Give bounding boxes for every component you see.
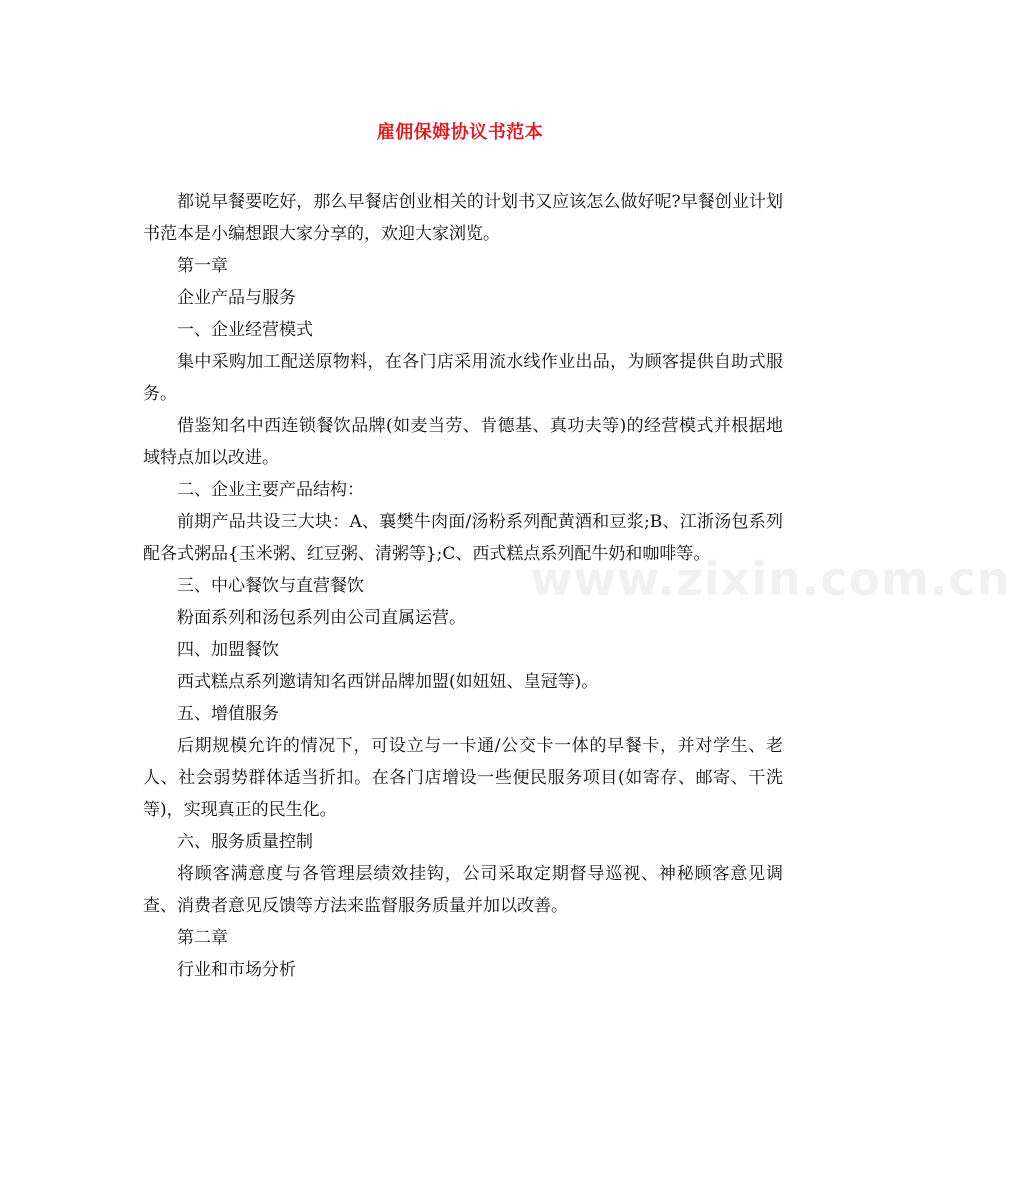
- document-title: 雇佣保姆协议书范本: [376, 122, 544, 143]
- paragraph: 粉面系列和汤包系列由公司直属运营。: [177, 608, 466, 628]
- section-heading: 行业和市场分析: [177, 960, 296, 980]
- subsection-heading: 三、中心餐饮与直营餐饮: [177, 576, 364, 596]
- chapter-heading-1: 第一章: [177, 256, 228, 276]
- paragraph: 前期产品共设三大块：A、襄樊牛肉面/汤粉系列配黄酒和豆浆;B、江浙汤包系列配各式粥品{玉米粥、红豆粥、清粥等};C、西式糕点系列配牛奶和咖啡等。: [143, 512, 783, 564]
- paragraph: 集中采购加工配送原物料，在各门店采用流水线作业出品，为顾客提供自助式服务。: [143, 352, 783, 404]
- subsection-heading: 四、加盟餐饮: [177, 640, 279, 660]
- paragraph: 将顾客满意度与各管理层绩效挂钩，公司采取定期督导巡视、神秘顾客意见调查、消费者意见反馈等方法来监督服务质量并加以改善。: [143, 864, 783, 916]
- subsection-heading: 六、服务质量控制: [177, 832, 313, 852]
- paragraph: 借鉴知名中西连锁餐饮品牌(如麦当劳、肯德基、真功夫等)的经营模式并根据地域特点加以改进。: [143, 416, 783, 468]
- paragraph-intro: 都说早餐要吃好，那么早餐店创业相关的计划书又应该怎么做好呢?早餐创业计划书范本是小编想跟大家分享的，欢迎大家浏览。: [143, 192, 783, 244]
- subsection-heading: 二、企业主要产品结构：: [177, 480, 364, 500]
- document-body: [143, 186, 783, 986]
- watermark: www.zixin.com.cn: [530, 552, 1011, 606]
- subsection-heading: 五、增值服务: [177, 704, 279, 724]
- chapter-heading-2: 第二章: [177, 928, 228, 948]
- subsection-heading: 一、企业经营模式: [177, 320, 313, 340]
- section-heading: 企业产品与服务: [177, 288, 296, 308]
- paragraph: 后期规模允许的情况下，可设立与一卡通/公交卡一体的早餐卡，并对学生、老人、社会弱势群体适当折扣。在各门店增设一些便民服务项目(如寄存、邮寄、干洗等)，实现真正的民生化。: [143, 736, 783, 820]
- paragraph: 西式糕点系列邀请知名西饼品牌加盟(如妞妞、皇冠等)。: [177, 672, 599, 692]
